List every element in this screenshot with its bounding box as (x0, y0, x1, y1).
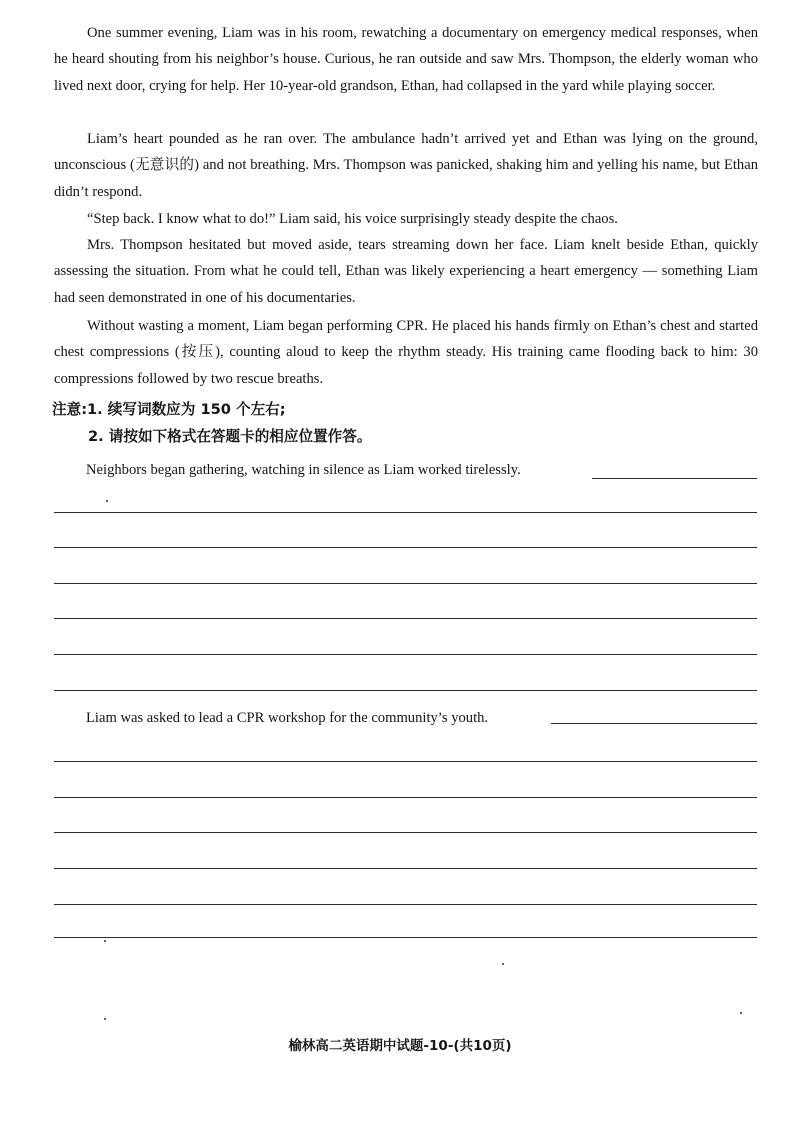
passage-paragraph-1: One summer evening, Liam was in his room, rewatching a documentary on emergency medical responses, when he heard shouting from his neighbor’s house. Curious, he ran outside and saw Mrs. Thompson, the elderly woman who lived next door, crying for help. Her 10-year-old grandson, Ethan, had collapsed in the yard while playing soccer. (54, 25, 758, 94)
answer-line[interactable] (54, 797, 757, 798)
passage-paragraph-5: Without wasting a moment, Liam began performing CPR. He placed his hands firmly on Ethan’s chest and started chest compressions (按压), counting aloud to keep the rhythm steady. His training came flooding back to him: 30 compressions followed by two rescue breaths. (54, 318, 758, 387)
answer-line[interactable] (54, 512, 757, 513)
scan-speck (104, 940, 106, 942)
passage-paragraph-3: “Step back. I know what to do!” Liam said, his voice surprisingly steady despite the chaos. (87, 211, 618, 227)
passage-paragraph-4: Mrs. Thompson hesitated but moved aside, tears streaming down her face. Liam knelt beside Ethan, quickly assessing the situation. From what he could tell, Ethan was likely experiencing a heart emergency — something Liam had seen demonstrated in one of his documentaries. (54, 237, 758, 306)
answer-line-prompt-1[interactable] (592, 478, 757, 479)
answer-line[interactable] (54, 937, 757, 938)
answer-line[interactable] (54, 904, 757, 905)
instruction-note-2: 2. 请按如下格式在答题卡的相应位置作答。 (88, 428, 372, 445)
answer-line[interactable] (54, 761, 757, 762)
passage-paragraph-2: Liam’s heart pounded as he ran over. The ambulance hadn’t arrived yet and Ethan was lying on the ground, unconscious (无意识的) and not breathing. Mrs. Thompson was panicked, shaking him and yelling his name, but Ethan didn’t respond. (54, 131, 758, 200)
answer-line[interactable] (54, 832, 757, 833)
answer-line[interactable] (54, 868, 757, 869)
answer-line-prompt-2[interactable] (551, 723, 757, 724)
scan-speck (740, 1012, 742, 1014)
answer-line[interactable] (54, 654, 757, 655)
writing-prompt-2: Liam was asked to lead a CPR workshop for the community’s youth. (86, 710, 489, 726)
page-footer: 榆林高二英语期中试题-10-(共10页) (288, 1038, 512, 1054)
scan-speck (502, 963, 504, 965)
instruction-note-1: 注意:1. 续写词数应为 150 个左右; (52, 401, 286, 418)
answer-line[interactable] (54, 583, 757, 584)
scan-speck (104, 1018, 106, 1020)
answer-line[interactable] (54, 690, 757, 691)
answer-line[interactable] (54, 618, 757, 619)
answer-line[interactable] (54, 547, 757, 548)
scan-speck (106, 500, 108, 502)
writing-prompt-1: Neighbors began gathering, watching in silence as Liam worked tirelessly. (86, 462, 521, 478)
